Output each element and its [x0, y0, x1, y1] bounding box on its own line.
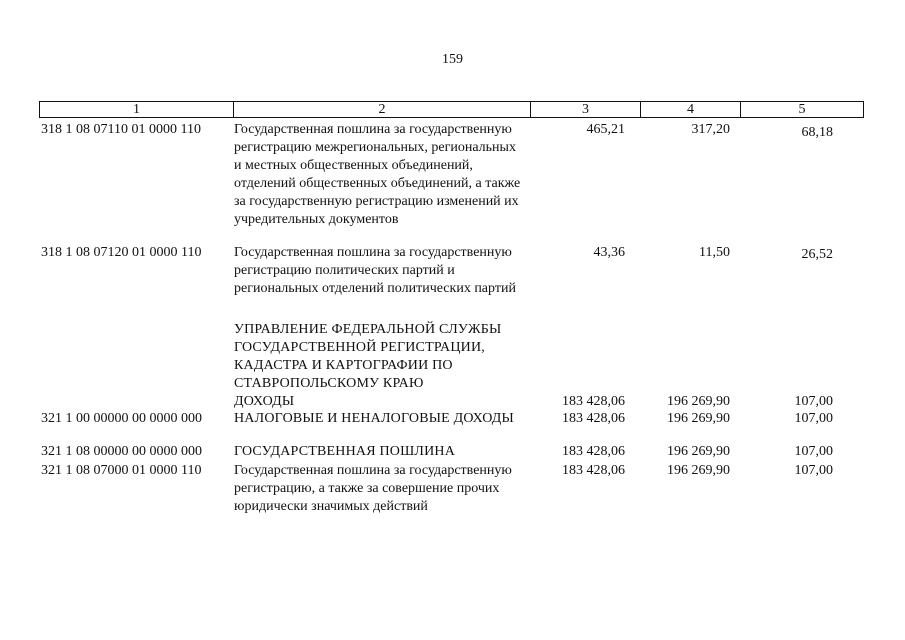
row-description: [234, 244, 534, 298]
description-line: Государственная пошлина за государственную: [234, 463, 512, 478]
header-cell-1: 1: [40, 102, 234, 117]
description-line: ГОСУДАРСТВЕННАЯ ПОШЛИНА: [234, 444, 456, 459]
value-col4: 196 269,90: [667, 463, 730, 478]
row-description: [234, 121, 534, 229]
value-col3: 183 428,06: [562, 463, 625, 478]
description-line: регистрацию межрегиональных, региональных: [234, 140, 516, 155]
value-col3: 183 428,06: [562, 394, 625, 409]
value-col3: 465,21: [586, 122, 625, 137]
row-description: [234, 393, 534, 411]
header-cell-4: 4: [641, 102, 741, 117]
description-line: ДОХОДЫ: [234, 394, 295, 409]
value-col5: 68,18: [801, 125, 833, 140]
budget-code: 318 1 08 07120 01 0000 110: [41, 245, 202, 260]
value-col4: 317,20: [691, 122, 730, 137]
description-line: юридически значимых действий: [234, 499, 428, 514]
description-line: ГОСУДАРСТВЕННОЙ РЕГИСТРАЦИИ,: [234, 340, 485, 355]
row-description: [234, 321, 534, 393]
description-line: УПРАВЛЕНИЕ ФЕДЕРАЛЬНОЙ СЛУЖБЫ: [234, 322, 502, 337]
value-col4: 196 269,90: [667, 444, 730, 459]
value-col5: 107,00: [794, 444, 833, 459]
header-cell-3: 3: [531, 102, 641, 117]
value-col5: 26,52: [801, 247, 833, 262]
value-col3: 183 428,06: [562, 411, 625, 426]
budget-code: 318 1 08 07110 01 0000 110: [41, 122, 201, 137]
page-number: 159: [442, 52, 463, 67]
description-line: за государственную регистрацию изменений их: [234, 194, 519, 209]
description-line: учредительных документов: [234, 212, 399, 227]
description-line: Государственная пошлина за государственную: [234, 122, 512, 137]
budget-code: 321 1 08 07000 01 0000 110: [41, 463, 202, 478]
description-line: НАЛОГОВЫЕ И НЕНАЛОГОВЫЕ ДОХОДЫ: [234, 411, 514, 426]
description-line: регистрацию политических партий и: [234, 263, 455, 278]
description-line: Государственная пошлина за государственную: [234, 245, 512, 260]
header-cell-5: 5: [798, 102, 806, 117]
value-col5: 107,00: [794, 463, 833, 478]
value-col4: 11,50: [699, 245, 730, 260]
row-description: [234, 443, 534, 461]
value-col3: 43,36: [593, 245, 625, 260]
budget-code: 321 1 08 00000 00 0000 000: [41, 444, 202, 459]
value-col3: 183 428,06: [562, 444, 625, 459]
budget-code: 321 1 00 00000 00 0000 000: [41, 411, 202, 426]
header-cell-2: 2: [234, 102, 531, 117]
description-line: региональных отделений политических партий: [234, 281, 516, 296]
description-line: отделений общественных объединений, а также: [234, 176, 521, 191]
value-col5: 107,00: [794, 411, 833, 426]
description-line: КАДАСТРА И КАРТОГРАФИИ ПО: [234, 358, 453, 373]
row-description: [234, 462, 534, 516]
value-col5: 107,00: [794, 394, 833, 409]
value-col4: 196 269,90: [667, 394, 730, 409]
description-line: СТАВРОПОЛЬСКОМУ КРАЮ: [234, 376, 424, 391]
row-description: [234, 410, 534, 428]
description-line: регистрацию, а также за совершение прочих: [234, 481, 500, 496]
table-header-row: [39, 101, 864, 118]
value-col4: 196 269,90: [667, 411, 730, 426]
description-line: и местных общественных объединений,: [234, 158, 473, 173]
